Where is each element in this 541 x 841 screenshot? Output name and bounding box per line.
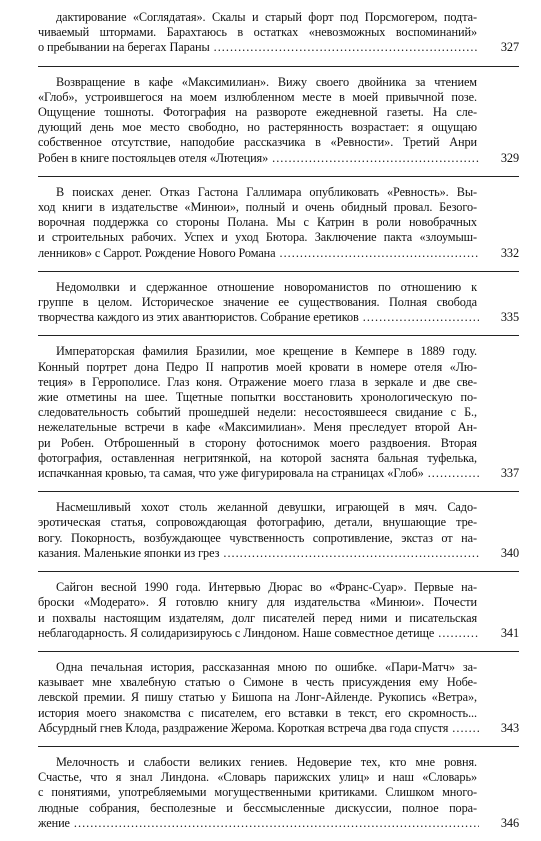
toc-entry-line: Мелочность и слабости великих гениев. Недоверие тех, кто мне ровня. bbox=[56, 754, 477, 769]
toc-entry-line: людные собрания, бесполезные и бессмысленные дискуссии, полное пора- bbox=[38, 800, 477, 815]
page-number: 343 bbox=[500, 720, 519, 735]
toc-entry-last-text: о пребывании на берегах Параны bbox=[38, 40, 210, 55]
toc-entry-last-line bbox=[38, 151, 519, 166]
toc-entry-last-text: Робен в книге постояльцев отеля «Лютеция» bbox=[38, 150, 269, 165]
page-number: 346 bbox=[500, 815, 519, 830]
toc-entry bbox=[38, 746, 519, 841]
dot-leader bbox=[223, 546, 479, 561]
toc-entry-last-line bbox=[38, 466, 519, 481]
toc-entry bbox=[38, 6, 519, 66]
toc-entry-last-text: испачканная кровью, та самая, что уже фигурировала на страницах «Глоб» bbox=[38, 466, 424, 481]
dot-leader bbox=[363, 310, 479, 325]
toc-entry bbox=[38, 335, 519, 491]
dot-leader bbox=[74, 816, 479, 831]
toc-entry-last-text: неблагодарность. Я солидаризируюсь с Линдоном. Наше совместное детище bbox=[38, 625, 435, 640]
toc-entry-line: ри Робен. Отброшенный в сторону фотоснимок моего раздвоения. Вторая bbox=[38, 435, 477, 450]
dot-leader bbox=[280, 246, 479, 261]
toc-entry-line: и строительных рабочих. Успех и уход Бютора. Заключение пакта «злоумыш- bbox=[38, 230, 477, 245]
toc-entry-line: чиваемый штормами. Барахтаюсь в остатках «невозможных воспоминаний» bbox=[38, 25, 477, 40]
page-number: 337 bbox=[500, 466, 519, 481]
page-number: 327 bbox=[500, 40, 519, 55]
dot-leader bbox=[452, 721, 479, 736]
toc-entry-line: «Глоб», устроившегося на моем излюбленном месте в моей привычной позе. bbox=[38, 89, 477, 104]
toc-entry-line: с понятиями, употребляемыми могущественными критиками. Слишком много- bbox=[38, 785, 477, 800]
page-number: 341 bbox=[500, 625, 519, 640]
page-number: 332 bbox=[500, 245, 519, 260]
toc-entry-line: Конный портрет дона Педро II напротив моей кровати в номере отеля «Лю- bbox=[38, 359, 477, 374]
dot-leader bbox=[428, 466, 479, 481]
toc-entry-line: Ощущение тошноты. Фотография на развороте ежедневной газеты. На сле- bbox=[38, 105, 477, 120]
toc-entry bbox=[38, 491, 519, 571]
page-number: 329 bbox=[500, 150, 519, 165]
toc-entry-line: казывает мне хвалебную статью о Симоне в честь присуждения ему Нобе- bbox=[38, 675, 477, 690]
toc-entry-line: вогу. Покорность, возбуждающее чувственность сопротивление, экстаз от на- bbox=[38, 530, 477, 545]
toc-entry-line: дактирование «Соглядатая». Скалы и старый форт под Порсмогером, подта- bbox=[56, 10, 477, 24]
toc-entry-line: группе в целом. Историческое значение ее существования. Полная свобода bbox=[38, 295, 477, 310]
toc-entry-line: Недомолвки и сдержанное отношение новороманистов по отношению к bbox=[56, 279, 477, 294]
dot-leader bbox=[438, 626, 479, 641]
dot-leader bbox=[272, 151, 479, 166]
toc-entry-line: Счастье, что я знал Линдона. «Словарь парижских улиц» и наш «Словарь» bbox=[38, 770, 477, 785]
toc-entry bbox=[38, 651, 519, 746]
toc-entry-line: ход книги в издательстве «Минюи», полный и очень обидный провал. Безого- bbox=[38, 200, 477, 215]
toc-entry-line: фотография, оставленная негритянкой, на которой заснята бальная туфелька, bbox=[38, 450, 477, 465]
toc-entry-line: В поисках денег. Отказ Гастона Галлимара опубликовать «Ревность». Вы- bbox=[56, 184, 477, 199]
toc-entry-line: Императорская фамилия Бразилии, мое крещение в Кемпере в 1889 году. bbox=[56, 344, 477, 359]
toc-entry-line: левской премии. Я пишу статью у Бишопа на Лонг-Айленде. Рукопись «Ветра», bbox=[38, 690, 477, 705]
toc-entry-last-text: казания. Маленькие японки из грез bbox=[38, 545, 220, 560]
toc-entry-line: броски «Модерато». Я готовлю книгу для издательства «Минюи». Почести bbox=[38, 595, 477, 610]
toc-entry-last-line bbox=[38, 721, 519, 736]
toc-entry bbox=[38, 66, 519, 176]
page-number: 340 bbox=[500, 545, 519, 560]
toc-entry-line: Сайгон весной 1990 года. Интервью Дюрас во «Франс-Суар». Первые на- bbox=[56, 580, 477, 595]
toc-entry-last-text: творчества каждого из этих авантюристов. Собрание еретиков bbox=[38, 310, 359, 325]
toc-entry-line: Насмешливый хохот столь желанной девушки, играющей в мяч. Садо- bbox=[56, 500, 477, 515]
toc-entry-line: нежелательные встречи в кафе «Максимилиан». Меня преследует второй Ан- bbox=[38, 420, 477, 435]
toc-entry-last-line bbox=[38, 246, 519, 261]
dot-leader bbox=[214, 40, 479, 55]
toc-entry bbox=[38, 571, 519, 651]
toc-entry-line: следовательность событий прошедшей недели: несостоявшееся свидание с Б., bbox=[38, 405, 477, 420]
toc-entry-last-line bbox=[38, 40, 519, 55]
toc-entry-last-line bbox=[38, 546, 519, 561]
toc-entry-line: жие отметины на шее. Тщетные попытки восстановить хронологическую по- bbox=[38, 390, 477, 405]
toc-entry-last-line bbox=[38, 816, 519, 831]
toc-entry-line: собственное отсутствие, наподобие рассказчика в «Ревности». Третий Анри bbox=[38, 135, 477, 150]
toc-entry-last-text: ленников» с Саррот. Рождение Нового Романа bbox=[38, 245, 276, 260]
toc-entry-last-line bbox=[38, 626, 519, 641]
toc-entry-line: теция» в Геррополисе. Глаз коня. Отражение моего глаза в зеркале и две све- bbox=[38, 374, 477, 389]
page-number: 335 bbox=[500, 310, 519, 325]
toc-entry-line: Возвращение в кафе «Максимилиан». Вижу своего двойника за чтением bbox=[56, 74, 477, 89]
toc-entry-line: ворочная поддержка со стороны Полана. Мы с Катрин в роли новобрачных bbox=[38, 215, 477, 230]
toc-entry-line: эротическая статья, сопровождающая фотографию, детали, внушающие тре- bbox=[38, 515, 477, 530]
toc-entry-last-line bbox=[38, 310, 519, 325]
toc-entry-line: история моего знакомства с писателем, его вставки в текст, его скромность... bbox=[38, 705, 477, 720]
toc-entry-last-text: жение bbox=[38, 815, 70, 830]
toc-entry bbox=[38, 176, 519, 271]
toc-entry-line: и похвалы настоящим издателям, долг писателей перед ними и писательская bbox=[38, 610, 477, 625]
toc-entry bbox=[38, 271, 519, 336]
toc-entry-line: дующий день мое место свободно, но растерянность возрастает: я ощущаю bbox=[38, 120, 477, 135]
toc-entry-line: Одна печальная история, рассказанная мною по ошибке. «Пари-Матч» за- bbox=[56, 659, 477, 674]
toc-entry-last-text: Абсурдный гнев Клода, раздражение Жерома. Короткая встреча два года спустя bbox=[38, 720, 449, 735]
